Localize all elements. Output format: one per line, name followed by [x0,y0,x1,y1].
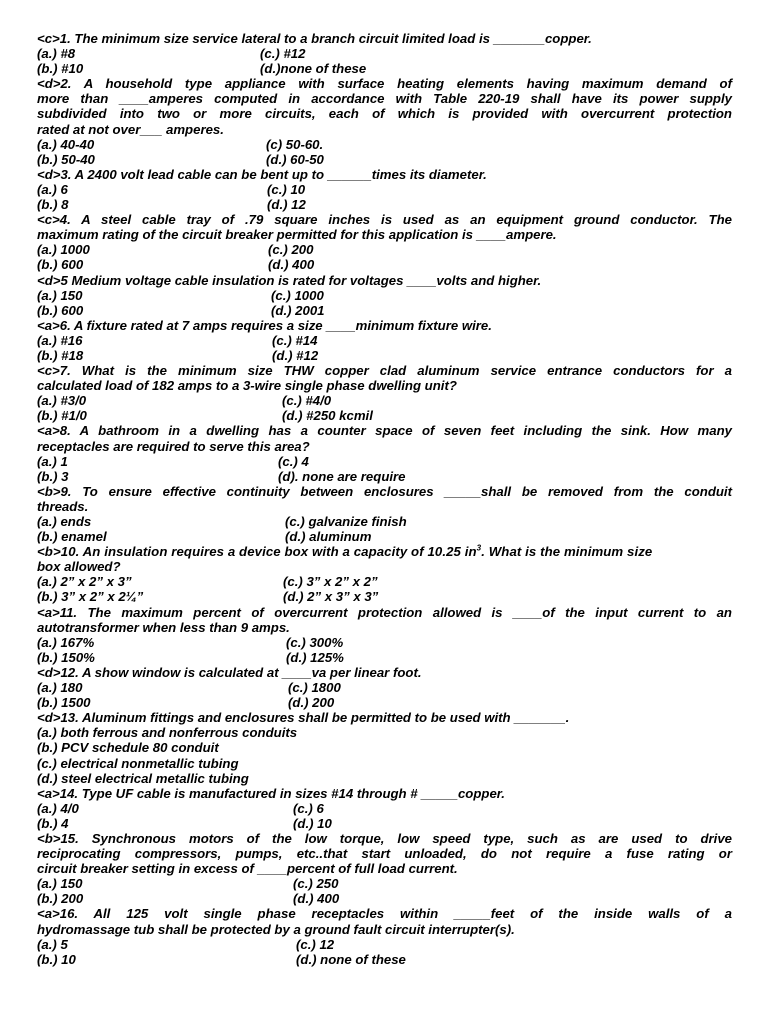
answer-option: (b.) 600 [37,302,84,318]
answer-option: (c.) 1800 [288,680,341,696]
question-text-line: maximum rating of the circuit breaker permitted for this application is ____ampere. [37,227,557,243]
question-text-line: <d>12. A show window is calculated at ____va per linear foot. [37,664,422,680]
superscript-3: 3 [476,543,482,553]
answer-option: (c.) 12 [296,936,335,952]
question-text-line: <a>16. All 125 volt single phase receptacles within _____feet of the inside walls of a [37,906,732,922]
answer-option: (b.) 8 [37,197,69,213]
answer-option: (b.) 10 [37,951,76,967]
question-text-line: <d>3. A 2400 volt lead cable can be bent up to ______times its diameter. [37,166,487,182]
answer-option: (b.) 150% [37,649,95,665]
question-text-line: <c>7. What is the minimum size THW copper clad aluminum service entrance conductors for a [37,363,732,379]
answer-option: (d.)none of these [260,61,367,77]
question-text: <b>10. An insulation requires a device box with a capacity of 10.25 in [37,544,477,560]
answer-option: (d.) #250 kcmil [282,408,373,424]
question-15 [37,831,732,906]
answer-option: (c) 50-60. [266,136,324,152]
question-text-line [37,544,732,559]
answer-option: (b.) 4 [37,815,69,831]
option-row [37,695,732,710]
question-text-line: <b>9. To ensure effective continuity between enclosures _____shall be removed from the conduit [37,483,732,499]
option-row [37,137,732,152]
answer-option: (d.) none of these [296,951,406,967]
answer-option: (a.) 150 [37,876,83,892]
option-row [37,801,732,816]
question-10 [37,544,732,604]
answer-option: (a.) 40-40 [37,136,95,152]
answer-option: (d.) 400 [293,891,340,907]
question-text-line: more than ____amperes computed in accordance with Table 220-19 shall have its power supply [37,91,732,107]
question-text-line: autotransformer when less than 9 amps. [37,619,290,635]
answer-option: (c.) 6 [293,800,324,816]
option-row [37,197,732,212]
answer-option: (b.) #1/0 [37,408,87,424]
question-text: . What is the minimum size [481,544,653,560]
answer-option: (c.) 200 [268,242,314,258]
answer-option: (b.) 200 [37,891,84,907]
option-row [37,348,732,363]
option-row [37,393,732,408]
answer-option: (b.) 1500 [37,695,91,711]
question-7 [37,363,732,423]
option-row [37,242,732,257]
answer-option: (a.) 6 [37,181,68,197]
question-text-line: <a>6. A fixture rated at 7 amps requires a size ____minimum fixture wire. [37,317,492,333]
question-9 [37,484,732,544]
option-row [37,288,732,303]
answer-option: (c.) 10 [267,181,306,197]
question-text-line: <d>5 Medium voltage cable insulation is rated for voltages ____volts and higher. [37,272,542,288]
answer-option: (d). none are require [278,468,406,484]
question-6 [37,318,732,363]
question-text-line: <d>13. Aluminum fittings and enclosures shall be permitted to be used with _______. [37,710,570,726]
question-16 [37,906,732,966]
answer-option: (c.) galvanize finish [285,514,407,529]
option-row [37,876,732,891]
option-row [37,257,732,272]
option-row [37,589,732,604]
option-row [37,303,732,318]
answer-option: (b.) #10 [37,61,84,77]
question-text-line: <a>8. A bathroom in a dwelling has a counter space of seven feet including the sink. How many [37,423,732,439]
option-row [37,635,732,650]
answer-option: (d.) aluminum [285,529,372,545]
answer-option: (d.) 2001 [271,302,325,318]
question-2 [37,76,732,167]
option-row [37,408,732,423]
answer-option: (a.) #16 [37,332,83,348]
answer-option: (b.) enamel [37,529,107,545]
question-text-line: calculated load of 182 amps to a 3-wire single phase dwelling unit? [37,378,457,394]
question-text-line: subdivided into two or more circuits, each of which is provided with overcurrent protection [37,106,732,122]
question-text-line: <a>11. The maximum percent of overcurrent protection allowed is ____of the input current to an [37,604,732,620]
answer-option: (c.) 250 [293,876,339,892]
answer-option: (c.) #4/0 [282,393,332,409]
question-text-line: <a>14. Type UF cable is manufactured in sizes #14 through # _____copper. [37,785,505,801]
question-text-line: reciprocating compressors, pumps, etc..that start unloaded, do not require a fuse rating or [37,846,732,862]
question-text-line: receptacles are required to serve this area? [37,438,310,454]
option-row [37,816,732,831]
question-8 [37,423,732,483]
answer-option: (d.) 60-50 [266,151,324,167]
question-14 [37,786,732,831]
answer-option: (a.) 167% [37,634,95,650]
option-row [37,891,732,906]
question-text-line: rated at not over___ amperes. [37,121,224,137]
option-row [37,46,732,61]
answer-option: (a.) 2” x 2” x 3” [37,574,132,590]
answer-option: (b.) #18 [37,347,84,363]
question-13 [37,710,732,785]
question-1 [37,31,732,76]
answer-option: (b.) 3 [37,468,69,484]
answer-option: (a.) both ferrous and nonferrous conduits [37,725,298,741]
answer-option: (a.) ends [37,514,92,529]
answer-option: (b.) PCV schedule 80 conduit [37,740,219,756]
answer-option: (c.) electrical nonmetallic tubing [37,755,239,771]
answer-option: (c.) #12 [260,46,306,62]
option-row [37,574,732,589]
answer-option: (d.) steel electrical metallic tubing [37,770,249,786]
answer-option: (d.) 2” x 3” x 3” [283,589,379,605]
question-text-line: <c>1. The minimum size service lateral to a branch circuit limited load is _______copper. [37,31,592,46]
answer-option: (a.) 1000 [37,242,90,258]
answer-option: (c.) 1000 [271,287,324,303]
answer-option: (d.) 12 [267,197,306,213]
answer-option: (d.) 400 [268,257,315,273]
option-row [37,182,732,197]
option-row [37,454,732,469]
answer-option: (b.) 3” x 2” x 2¼” [37,589,144,605]
answer-option: (c.) 4 [278,453,309,469]
answer-option: (c.) 300% [286,634,344,650]
answer-option: (a.) 150 [37,287,83,303]
answer-option: (c.) 3” x 2” x 2” [283,574,378,590]
answer-option: (a.) 4/0 [37,800,79,816]
answer-option: (d.) 10 [293,815,332,831]
option-row [37,61,732,76]
answer-option: (d.) #12 [272,347,319,363]
answer-option: (b.) 50-40 [37,151,95,167]
question-text-line: box allowed? [37,559,121,575]
option-row [37,469,732,484]
answer-option: (b.) 600 [37,257,84,273]
answer-option: (a.) 180 [37,680,83,696]
answer-option: (a.) #8 [37,46,76,62]
answer-option: (a.) #3/0 [37,393,87,409]
option-row [37,152,732,167]
answer-option: (c.) #14 [272,332,318,348]
question-4 [37,212,732,272]
question-text-line: circuit breaker setting in excess of ____percent of full load current. [37,861,458,877]
question-text-line: threads. [37,498,89,514]
question-5 [37,273,732,318]
option-row [37,680,732,695]
option-row [37,952,732,967]
option-row [37,333,732,348]
option-row [37,650,732,665]
option-row [37,937,732,952]
answer-option: (d.) 125% [286,649,344,665]
answer-option: (a.) 5 [37,936,68,952]
question-text-line: <d>2. A household type appliance with surface heating elements having maximum demand of [37,76,732,92]
question-text-line: hydromassage tub shall be protected by a ground fault circuit interrupter(s). [37,921,515,937]
question-text-line: <b>15. Synchronous motors of the low torque, low speed type, such as are used to drive [37,830,732,846]
question-11 [37,605,732,665]
exam-page [37,31,732,967]
option-row [37,529,732,544]
question-text-line: <c>4. A steel cable tray of .79 square inches is used as an equipment ground conductor. The [37,212,732,228]
question-12 [37,665,732,710]
answer-option: (d.) 200 [288,695,335,711]
option-row [37,514,732,529]
question-3 [37,167,732,212]
answer-option: (a.) 1 [37,453,68,469]
